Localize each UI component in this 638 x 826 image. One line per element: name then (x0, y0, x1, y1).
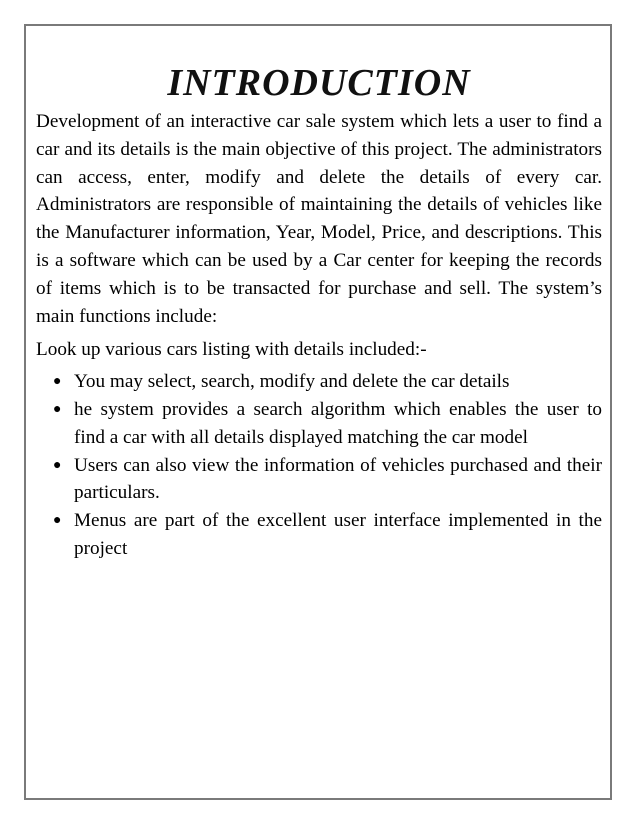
page-title: INTRODUCTION (167, 62, 471, 104)
list-item (36, 368, 602, 396)
list-item (36, 507, 602, 563)
list-item-text: Menus are part of the excellent user interface implemented in the project (74, 510, 602, 559)
list-item (36, 396, 602, 452)
list-item-text: You may select, search, modify and delete the car details (74, 371, 510, 393)
intro-paragraph: Development of an interactive car sale system which lets a user to find a car and its details is the main objective of this project. The administrators can access, enter, modify and delete the details of every car. Administrators are responsible of maintaining the details of vehicles like the Manufacturer information, Year, Model, Price, and descriptions. This is a software which can be used by a Car center for keeping the records of items which is to be transacted for purchase and sell. The system’s main functions include: (36, 111, 602, 327)
lookup-line: Look up various cars listing with details included:- (36, 339, 427, 361)
bullet-icon: ● (53, 513, 62, 529)
bullet-icon: ● (53, 401, 62, 417)
list-item-text: Users can also view the information of vehicles purchased and their particulars. (74, 454, 602, 504)
list-item (36, 452, 602, 508)
feature-list (36, 368, 602, 563)
document-body (36, 58, 602, 563)
list-item-text: he system provides a search algorithm which enables the user to find a car with all details displayed matching the car model (74, 398, 602, 448)
bullet-icon: ● (53, 374, 62, 390)
bullet-icon: ● (53, 457, 62, 473)
